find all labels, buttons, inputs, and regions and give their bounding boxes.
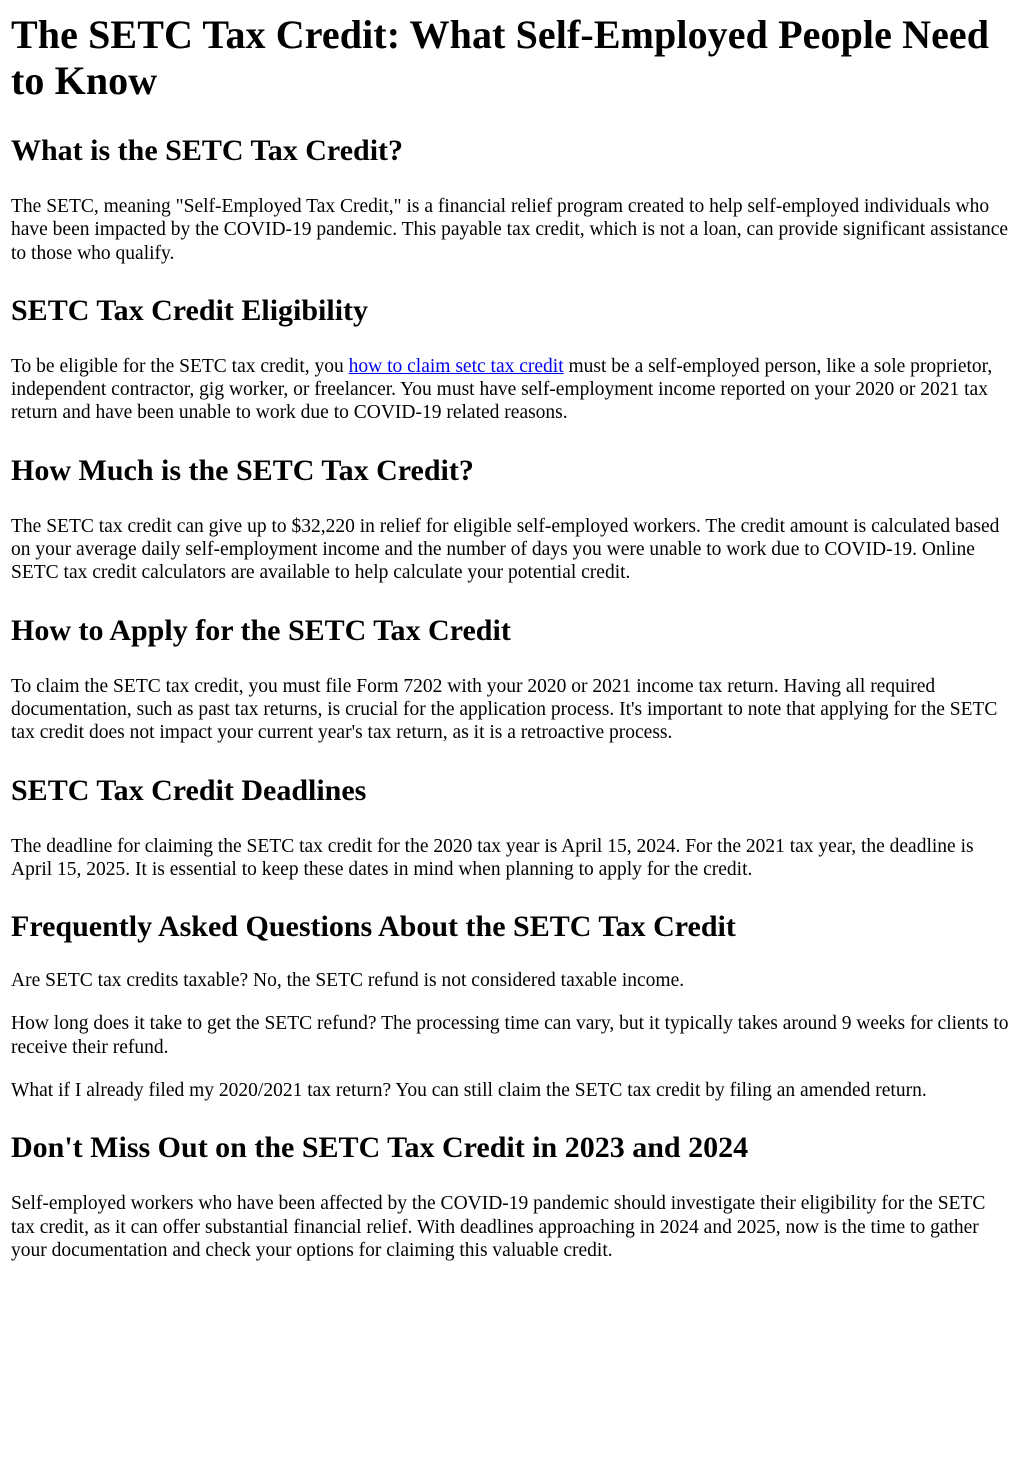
section-heading-what-is: What is the SETC Tax Credit? (11, 134, 404, 167)
section-heading-faq: Frequently Asked Questions About the SETC Tax Credit (11, 910, 736, 944)
section-paragraph-how-to-apply: To claim the SETC tax credit, you must file Form 7202 with your 2020 or 2021 income tax return. Having all required documentation, such as past tax returns, is crucial for the application process. It's important to note that applying for the SETC tax credit does not impact your current year's tax return, as it is a retroactive process. (11, 675, 998, 744)
section-paragraph-what-is: The SETC, meaning "Self-Employed Tax Credit," is a financial relief program created to help self-employed individuals who have been impacted by the COVID-19 pandemic. This payable tax credit, which is not a loan, can provide significant assistance to those who qualify. (11, 196, 1009, 264)
page-title: The SETC Tax Credit: What Self-Employed People Need to Know (11, 12, 990, 103)
faq-item: What if I already filed my 2020/2021 tax return? You can still claim the SETC tax credit by filing an amended return. (11, 1080, 927, 1102)
article (0, 12, 1024, 1262)
section-paragraph-deadlines: The deadline for claiming the SETC tax credit for the 2020 tax year is April 15, 2024. For the 2021 tax year, the deadline is April 15, 2025. It is essential to keep these dates in mind when planning to apply for the credit. (11, 835, 974, 880)
section-paragraph-how-much: The SETC tax credit can give up to $32,220 in relief for eligible self-employed workers. The credit amount is calculated based on your average daily self-employment income and the number of days you were unable to work due to COVID-19. Online SETC tax credit calculators are available to help calculate your potential credit. (11, 515, 1000, 584)
section-heading-how-to-apply: How to Apply for the SETC Tax Credit (11, 613, 511, 647)
faq-item: Are SETC tax credits taxable? No, the SETC refund is not considered taxable income. (11, 970, 685, 992)
faq-item: How long does it take to get the SETC refund? The processing time can vary, but it typically takes around 9 weeks for clients to receive their refund. (11, 1013, 1009, 1058)
section-heading-eligibility: SETC Tax Credit Eligibility (11, 293, 369, 327)
section-paragraph-dont-miss-out: Self-employed workers who have been affected by the COVID-19 pandemic should investigate their eligibility for the SETC tax credit, as it can offer substantial financial relief. With deadlines approaching in 2024 and 2025, now is the time to gather your documentation and check your options for claiming this valuable credit. (11, 1193, 986, 1261)
section-paragraph-eligibility (11, 355, 1014, 425)
eligibility-text-before: To be eligible for the SETC tax credit, you (11, 355, 349, 377)
claim-setc-link[interactable]: how to claim setc tax credit (348, 355, 564, 377)
section-heading-dont-miss-out: Don't Miss Out on the SETC Tax Credit in 2023 and 2024 (11, 1131, 749, 1165)
eligibility-text-after: must be a self-employed person, like a sole proprietor, independent contractor, gig worker, or freelancer. You must have self-employment income reported on your 2020 or 2021 tax return and have been unable to work due to COVID-19 related reasons. (11, 355, 993, 424)
section-heading-deadlines: SETC Tax Credit Deadlines (11, 773, 367, 807)
section-heading-how-much: How Much is the SETC Tax Credit? (11, 453, 474, 487)
